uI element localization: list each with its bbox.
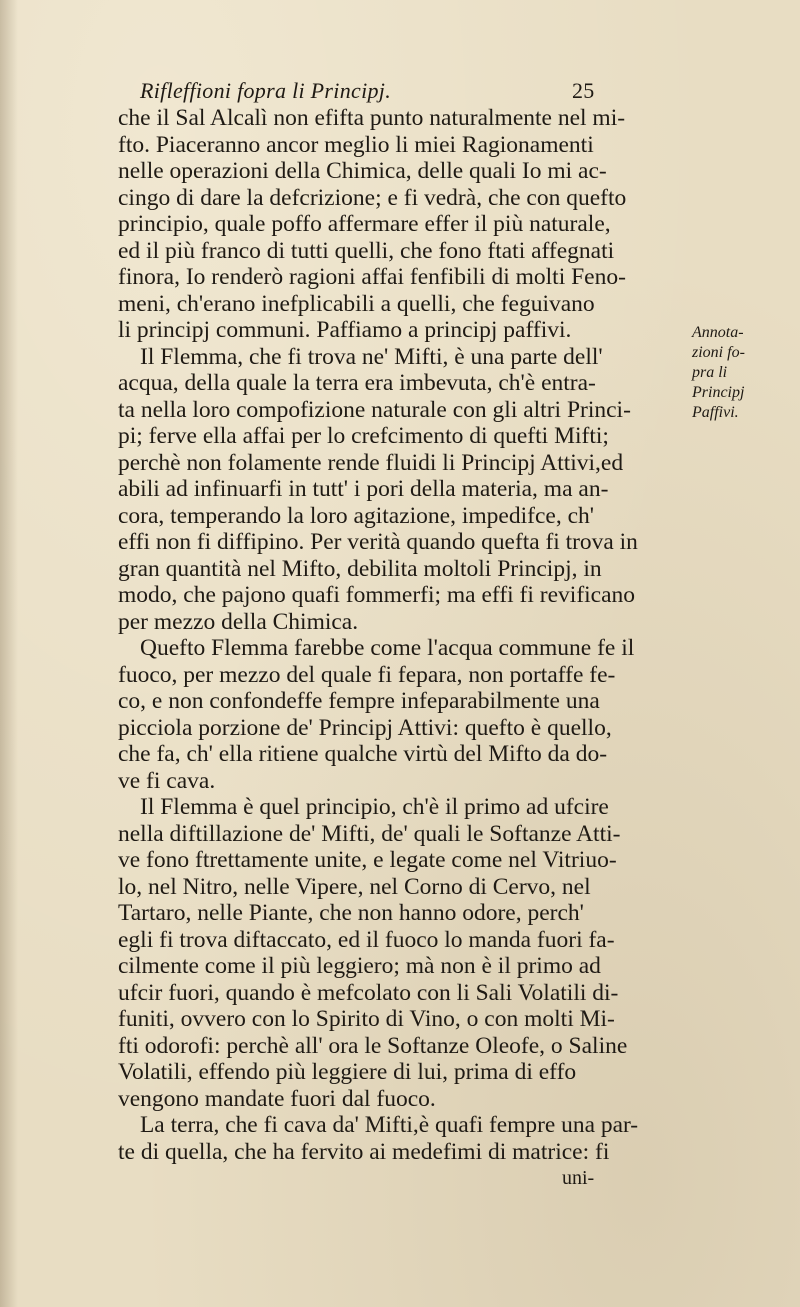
- page-gutter-shadow: [0, 0, 18, 1307]
- text-line: Il Flemma, che fi trova ne' Mifti, è una parte dell': [140, 343, 603, 370]
- text-line: che fa, ch' ella ritiene qualche virtù del Mifto da do-: [118, 741, 608, 767]
- margin-note-line: Principj: [692, 384, 745, 401]
- text-line: ve fono ftrettamente unite, e legate come nel Vitriuo-: [118, 847, 617, 873]
- margin-note-line: zioni fo-: [692, 344, 745, 361]
- text-line: ta nella loro compofizione naturale con gli altri Princi-: [118, 396, 631, 423]
- text-line: picciola porzione de' Principj Attivi: quefto è quello,: [118, 714, 612, 741]
- text-line: Volatili, effendo più leggiere di lui, prima di effo: [118, 1059, 577, 1085]
- body-text: [118, 105, 638, 1192]
- text-line: nella diftillazione de' Mifti, de' quali le Softanze Atti-: [118, 820, 621, 847]
- text-line: Tartaro, nelle Piante, che non hanno odore, perch': [118, 900, 584, 926]
- text-line: ufcir fuori, quando è mefcolato con li Sali Volatili di-: [118, 979, 619, 1006]
- text-line: ed il più franco di tutti quelli, che fono ftati affegnati: [118, 237, 615, 264]
- text-line: per mezzo della Chimica.: [118, 608, 359, 635]
- text-line: cilmente come il più leggiero; mà non è il primo ad: [118, 953, 601, 979]
- text-line: lo, nel Nitro, nelle Vipere, nel Corno di Cervo, nel: [118, 873, 591, 900]
- text-line: vengono mandate fuori dal fuoco.: [118, 1085, 436, 1112]
- catchword: uni-: [562, 1167, 595, 1189]
- text-line: acqua, della quale la terra era imbevuta, ch'è entra-: [118, 370, 596, 396]
- text-line: La terra, che fi cava da' Mifti,è quafi fempre una par-: [140, 1112, 639, 1138]
- text-line: gran quantità nel Mifto, debilita moltoli Principj, in: [118, 555, 602, 582]
- text-line: cingo di dare la defcrizione; e fi vedrà, che con quefto: [118, 184, 627, 211]
- text-line: effi non fi diffipino. Per verità quando quefta fi trova in: [118, 529, 638, 555]
- text-line: co, e non confondeffe fempre infeparabilmente una: [118, 688, 600, 714]
- margin-note-line: Paffivi.: [692, 404, 739, 421]
- text-line: abili ad infinuarfi in tutt' i pori della materia, ma an-: [118, 476, 609, 502]
- text-line: che il Sal Alcalì non efifta punto naturalmente nel mi-: [118, 105, 626, 131]
- text-line: fto. Piaceranno ancor meglio li miei Ragionamenti: [118, 131, 594, 158]
- text-line: finora, Io renderò ragioni affai fenfibili di molti Feno-: [118, 264, 626, 290]
- text-line: modo, che pajono quafi fommerfi; ma effi fi revificano: [118, 582, 636, 608]
- running-title: Rifleffioni fopra li Principj.: [140, 78, 391, 103]
- text-line: nelle operazioni della Chimica, delle quali Io mi ac-: [118, 158, 607, 184]
- margin-note-line: pra li: [692, 364, 728, 381]
- text-line: fuoco, per mezzo del quale fi fepara, non portaffe fe-: [118, 661, 616, 688]
- text-line: pi; ferve ella affai per lo crefcimento di quefti Mifti;: [118, 423, 609, 449]
- text-line: fti odorofi: perchè all' ora le Softanze Oleofe, o Saline: [118, 1032, 628, 1059]
- text-line: Quefto Flemma farebbe come l'acqua commune fe il: [140, 635, 635, 661]
- text-line: Il Flemma è quel principio, ch'è il primo ad ufcire: [140, 794, 609, 820]
- running-head: [140, 78, 610, 104]
- margin-note-line: Annota-: [692, 324, 744, 341]
- margin-note: [692, 323, 792, 423]
- text-line: meni, ch'erano inefplicabili a quelli, che feguivano: [118, 290, 595, 317]
- text-line: perchè non folamente rende fluidi li Principj Attivi,ed: [118, 449, 624, 476]
- text-line: principio, quale poffo affermare effer il più naturale,: [118, 211, 611, 237]
- text-line: te di quella, che ha fervito ai medefimi di matrice: fi: [118, 1138, 610, 1165]
- text-line: egli fi trova diftaccato, ed il fuoco lo manda fuori fa-: [118, 926, 615, 953]
- text-line: li principj communi. Paffiamo a principj paffivi.: [118, 317, 572, 343]
- text-line: ve fi cava.: [118, 767, 216, 794]
- page-number: 25: [572, 78, 595, 103]
- text-line: funiti, ovvero con lo Spirito di Vino, o con molti Mi-: [118, 1006, 615, 1032]
- text-line: cora, temperando la loro agitazione, impedifce, ch': [118, 502, 594, 529]
